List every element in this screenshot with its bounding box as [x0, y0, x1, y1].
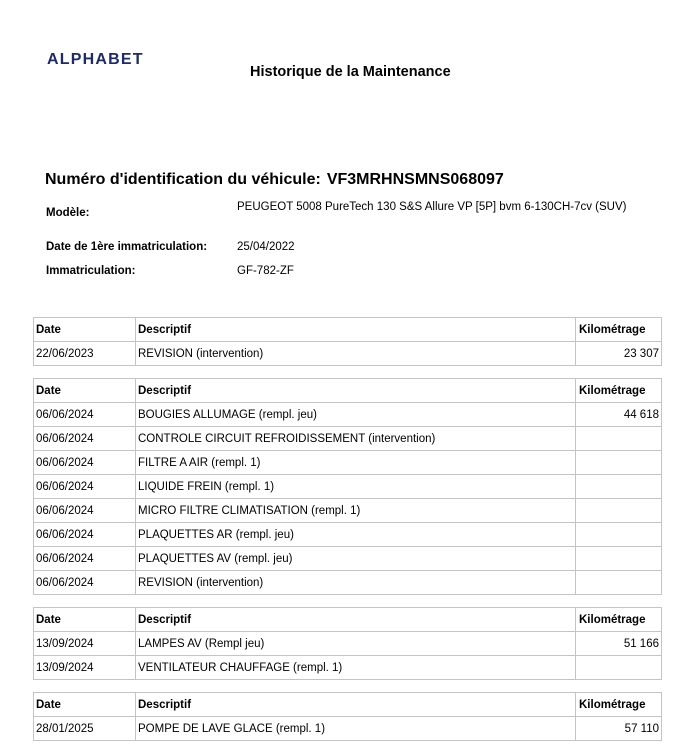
row-description: BOUGIES ALLUMAGE (rempl. jeu)	[136, 403, 576, 427]
description-column-header: Descriptif	[136, 693, 576, 717]
table-row	[34, 499, 662, 523]
page-title: Historique de la Maintenance	[250, 64, 451, 80]
row-description: MICRO FILTRE CLIMATISATION (rempl. 1)	[136, 499, 576, 523]
row-description: LIQUIDE FREIN (rempl. 1)	[136, 475, 576, 499]
alphabet-logo: ALPHABET	[47, 51, 144, 68]
row-date: 06/06/2024	[34, 427, 136, 451]
description-column-header: Descriptif	[136, 379, 576, 403]
date-column-header: Date	[34, 693, 136, 717]
maintenance-table	[33, 378, 662, 595]
mileage-column-header: Kilométrage	[576, 379, 662, 403]
model-label: Modèle:	[46, 207, 90, 219]
first-registration-label: Date de 1ère immatriculation:	[46, 241, 208, 253]
description-column-header: Descriptif	[136, 318, 576, 342]
row-mileage	[576, 656, 662, 680]
row-mileage	[576, 427, 662, 451]
row-description: REVISION (intervention)	[136, 571, 576, 595]
vin-heading	[45, 171, 504, 189]
table-row	[34, 571, 662, 595]
row-description: REVISION (intervention)	[136, 342, 576, 366]
row-mileage: 57 110	[576, 717, 662, 741]
table-row	[34, 656, 662, 680]
row-mileage	[576, 499, 662, 523]
row-mileage	[576, 523, 662, 547]
table-row	[34, 632, 662, 656]
table-row	[34, 427, 662, 451]
row-date: 06/06/2024	[34, 523, 136, 547]
row-mileage	[576, 475, 662, 499]
date-column-header: Date	[34, 318, 136, 342]
mileage-column-header: Kilométrage	[576, 693, 662, 717]
row-description: PLAQUETTES AV (rempl. jeu)	[136, 547, 576, 571]
row-date: 22/06/2023	[34, 342, 136, 366]
table-header-row	[34, 318, 662, 342]
mileage-column-header: Kilométrage	[576, 608, 662, 632]
row-description: POMPE DE LAVE GLACE (rempl. 1)	[136, 717, 576, 741]
model-value: PEUGEOT 5008 PureTech 130 S&S Allure VP [5P] bvm 6-130CH-7cv (SUV)	[237, 201, 627, 213]
date-column-header: Date	[34, 608, 136, 632]
maintenance-table	[33, 607, 662, 680]
row-date: 06/06/2024	[34, 475, 136, 499]
row-description: VENTILATEUR CHAUFFAGE (rempl. 1)	[136, 656, 576, 680]
table-row	[34, 451, 662, 475]
table-header-row	[34, 608, 662, 632]
vin-label: Numéro d'identification du véhicule:	[45, 171, 321, 188]
mileage-column-header: Kilométrage	[576, 318, 662, 342]
table-row	[34, 547, 662, 571]
table-header-row	[34, 379, 662, 403]
table-row	[34, 342, 662, 366]
row-date: 06/06/2024	[34, 499, 136, 523]
plate-label: Immatriculation:	[46, 265, 136, 277]
description-column-header: Descriptif	[136, 608, 576, 632]
row-date: 13/09/2024	[34, 656, 136, 680]
row-date: 06/06/2024	[34, 403, 136, 427]
row-mileage: 23 307	[576, 342, 662, 366]
row-date: 13/09/2024	[34, 632, 136, 656]
row-date: 06/06/2024	[34, 451, 136, 475]
maintenance-table	[33, 692, 662, 741]
table-row	[34, 475, 662, 499]
row-date: 28/01/2025	[34, 717, 136, 741]
row-description: CONTROLE CIRCUIT REFROIDISSEMENT (intervention)	[136, 427, 576, 451]
row-mileage	[576, 451, 662, 475]
row-description: LAMPES AV (Rempl jeu)	[136, 632, 576, 656]
row-mileage	[576, 547, 662, 571]
table-header-row	[34, 693, 662, 717]
maintenance-table	[33, 317, 662, 366]
table-row	[34, 717, 662, 741]
date-column-header: Date	[34, 379, 136, 403]
row-mileage: 44 618	[576, 403, 662, 427]
row-mileage: 51 166	[576, 632, 662, 656]
table-row	[34, 403, 662, 427]
first-registration-value: 25/04/2022	[237, 241, 295, 253]
row-description: FILTRE A AIR (rempl. 1)	[136, 451, 576, 475]
table-row	[34, 523, 662, 547]
plate-value: GF-782-ZF	[237, 265, 294, 277]
row-date: 06/06/2024	[34, 571, 136, 595]
vin-value: VF3MRHNSMNS068097	[326, 171, 504, 188]
row-date: 06/06/2024	[34, 547, 136, 571]
row-mileage	[576, 571, 662, 595]
row-description: PLAQUETTES AR (rempl. jeu)	[136, 523, 576, 547]
